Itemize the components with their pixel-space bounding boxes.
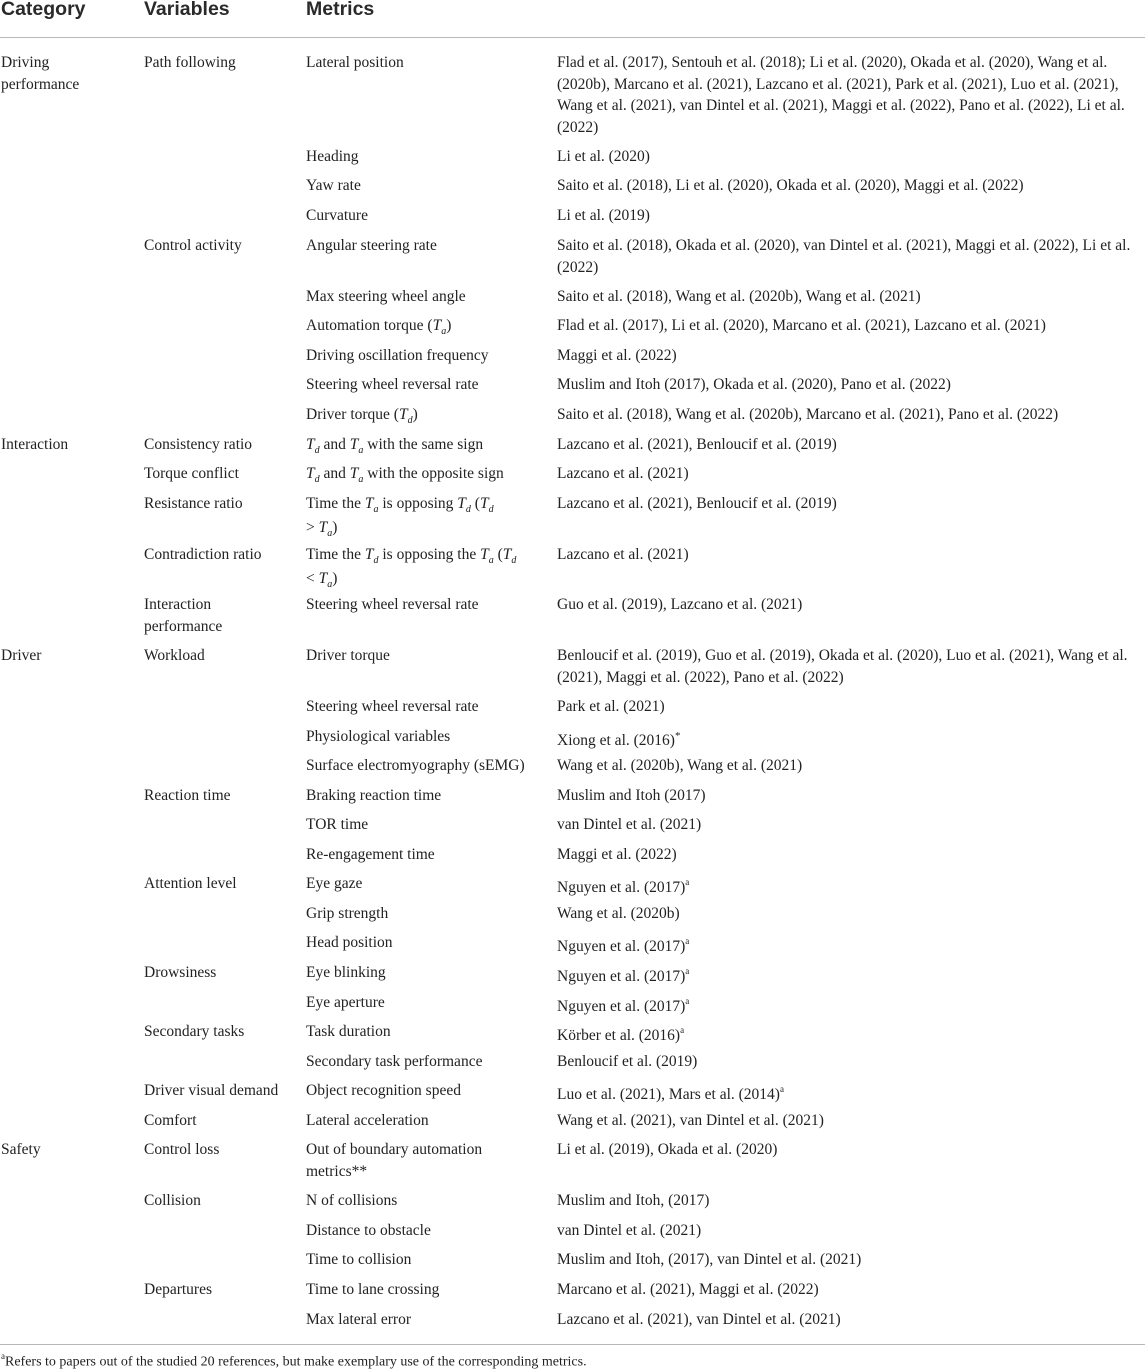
cell-metric: Time the $T_d$ is opposing the $T_a$ ($T_d$ < $T_a$) [306,546,517,590]
cell-references: Nguyen et al. $(2017)^a$ [557,966,690,986]
header-category: Category [1,0,86,20]
cell-metric: Secondary task performance [306,1053,483,1070]
cell-metric: Surface electromyography (sEMG) [306,757,525,774]
cell-references: Wang et al. (2020b), Wang et al. (2021) [557,757,803,774]
cell-metric: Object recognition speed [306,1082,461,1099]
cell-metric: Eye aperture [306,994,385,1011]
cell-references: Saito et al. (2018), Wang et al. (2020b), Marcano et al. (2021), Pano et al. (2022) [557,406,1059,423]
cell-references: Maggi et al. (2022) [557,347,677,364]
cell-metric: $T_d$ and $T_a$ with the opposite sign [306,465,504,485]
cell-metric: Eye gaze [306,875,363,892]
cell-metric: Task duration [306,1023,391,1040]
footnote-mark: a [1,1351,5,1361]
cell-variable: Comfort [144,1112,197,1129]
cell-variable: Torque conflict [144,465,239,482]
cell-variable: Collision [144,1192,201,1209]
cell-references: Park et al. (2021) [557,698,665,715]
cell-variable: Resistance ratio [144,495,243,512]
cell-metric: Re-engagement time [306,846,435,863]
cell-references: Lazcano et al. (2021) [557,546,689,563]
cell-metric: Driving oscillation frequency [306,347,489,364]
cell-category: Driving performance [1,54,80,93]
cell-category: Driver [1,647,42,664]
cell-metric: Max steering wheel angle [306,288,466,305]
cell-metric: Driver torque [306,647,390,664]
cell-references: Benloucif et al. (2019) [557,1053,698,1070]
cell-references: Benloucif et al. (2019), Guo et al. (2019), Okada et al. (2020), Luo et al. (2021), Wang et al. (2021), Maggi et al. (2022), Pano et al. (2022) [557,647,1128,686]
table-header [0,0,1145,36]
cell-metric: Steering wheel reversal rate [306,596,479,613]
cell-references: Li et al. (2019), Okada et al. (2020) [557,1141,778,1158]
cell-references: Luo et al. (2021), Mars et al. $(2014)^a$ [557,1084,784,1104]
cell-metric: $T_d$ and $T_a$ with the same sign [306,436,484,456]
cell-metric: Heading [306,148,359,165]
cell-variable: Attention level [144,875,237,892]
cell-variable: Consistency ratio [144,436,253,453]
header-variables: Variables [144,0,230,20]
cell-references: Saito et al. (2018), Okada et al. (2020), van Dintel et al. (2021), Maggi et al. (2022), Li et al. (2022) [557,237,1131,276]
cell-references: Li et al. (2019) [557,207,650,224]
cell-metric: Automation torque $(T_a)$ [306,317,452,337]
cell-metric: Max lateral error [306,1311,411,1328]
cell-metric: Steering wheel reversal rate [306,376,479,393]
cell-variable: Contradiction ratio [144,546,262,563]
cell-variable: Interaction performance [144,596,223,635]
cell-metric: Angular steering rate [306,237,437,254]
cell-variable: Reaction time [144,787,231,804]
cell-references: Muslim and Itoh, (2017) [557,1192,710,1209]
cell-variable: Workload [144,647,205,664]
cell-references: Saito et al. (2018), Wang et al. (2020b), Wang et al. (2021) [557,288,921,305]
cell-metric: Curvature [306,207,368,224]
cell-category: Interaction [1,436,69,453]
cell-category: Safety [1,1141,41,1158]
cell-references: Flad et al. (2017), Li et al. (2020), Marcano et al. (2021), Lazcano et al. (2021) [557,317,1046,334]
cell-references: Lazcano et al. (2021), Benloucif et al. (2019) [557,436,837,453]
cell-references: Lazcano et al. (2021), van Dintel et al. (2021) [557,1311,841,1328]
cell-references: Körber et al. $(2016)^a$ [557,1025,685,1045]
cell-metric: TOR time [306,816,369,833]
cell-references: Muslim and Itoh, (2017), van Dintel et al. (2021) [557,1251,862,1268]
cell-metric: Eye blinking [306,964,386,981]
cell-variable: Control loss [144,1141,220,1158]
cell-metric: Out of boundary automation metrics** [306,1141,483,1180]
cell-metric: Grip strength [306,905,389,922]
cell-metric: Time to lane crossing [306,1281,440,1298]
cell-references: Saito et al. (2018), Li et al. (2020), Okada et al. (2020), Maggi et al. (2022) [557,177,1024,194]
cell-variable: Control activity [144,237,242,254]
cell-metric: Lateral acceleration [306,1112,429,1129]
footnote [1,1352,587,1371]
cell-metric: Braking reaction time [306,787,442,804]
cell-references: Lazcano et al. (2021), Benloucif et al. (2019) [557,495,837,512]
cell-references: Muslim and Itoh (2017) [557,787,706,804]
cell-metric: Time to collision [306,1251,412,1268]
cell-metric: Physiological variables [306,728,451,745]
cell-metric: Head position [306,934,393,951]
cell-metric: Yaw rate [306,177,361,194]
cell-variable: Driver visual demand [144,1082,279,1099]
cell-references: Wang et al. (2021), van Dintel et al. (2021) [557,1112,824,1129]
cell-references: van Dintel et al. (2021) [557,1222,702,1239]
header-rule [0,37,1145,38]
cell-references: Flad et al. (2017), Sentouh et al. (2018); Li et al. (2020), Okada et al. (2020), Wang et al. (2020b), Marcano et al. (2021), Lazcano et al. (2021), Park et al. (2021), Luo et al. (2021), Wang et al. (2021), van Dintel et al. (2021), Maggi et al. (2022), Pano et al. (2022), Li et al. (2022) [557,54,1125,136]
cell-references: Muslim and Itoh (2017), Okada et al. (2020), Pano et al. (2022) [557,376,951,393]
cell-references: Marcano et al. (2021), Maggi et al. (2022) [557,1281,819,1298]
cell-metric: N of collisions [306,1192,398,1209]
footnote-text: Refers to papers out of the studied 20 references, but make exemplary use of the corresponding metrics. [5,1354,587,1370]
cell-references: Nguyen et al. $(2017)^a$ [557,877,690,897]
cell-metric: Steering wheel reversal rate [306,698,479,715]
cell-metric: Time the $T_a$ is opposing $T_d$ ($T_d$ > $T_a$) [306,495,494,539]
cell-references: Maggi et al. (2022) [557,846,677,863]
cell-references: Wang et al. (2020b) [557,905,680,922]
cell-variable: Secondary tasks [144,1023,245,1040]
cell-variable: Path following [144,54,236,71]
cell-references: van Dintel et al. (2021) [557,816,702,833]
cell-references: Xiong et al. (2016)* [557,730,681,750]
cell-references: Guo et al. (2019), Lazcano et al. (2021) [557,596,803,613]
header-metrics: Metrics [306,0,375,20]
cell-references: Li et al. (2020) [557,148,650,165]
cell-metric: Lateral position [306,54,404,71]
cell-metric: Distance to obstacle [306,1222,431,1239]
cell-references: Lazcano et al. (2021) [557,465,689,482]
cell-references: Nguyen et al. $(2017)^a$ [557,936,690,956]
bottom-rule [0,1344,1145,1345]
cell-metric: Driver torque $(T_d)$ [306,406,418,426]
cell-variable: Departures [144,1281,212,1298]
cell-variable: Drowsiness [144,964,217,981]
cell-references: Nguyen et al. $(2017)^a$ [557,996,690,1016]
